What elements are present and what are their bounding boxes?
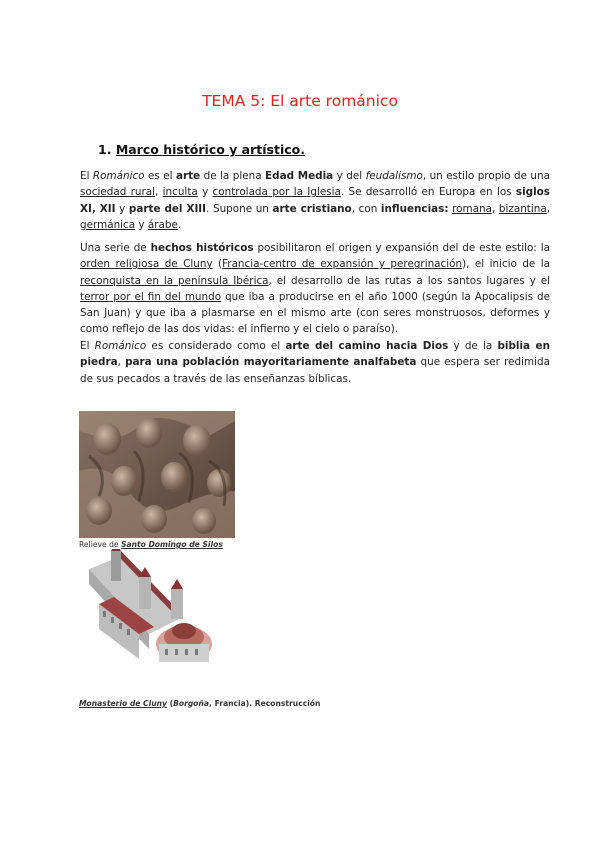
link-controlada[interactable]: controlada por la Iglesia bbox=[212, 186, 341, 199]
link-sociedad-rural[interactable]: sociedad rural bbox=[80, 186, 156, 199]
link-terror[interactable]: terror por el fin del mundo bbox=[80, 290, 222, 303]
relief-image bbox=[79, 411, 235, 538]
link-orden-cluny[interactable]: orden religiosa de Cluny bbox=[80, 258, 213, 271]
link-romana[interactable]: romana bbox=[452, 202, 492, 215]
link-santo-domingo[interactable]: Santo Domingo de Silos bbox=[120, 540, 223, 549]
page-title: TEMA 5: El arte románico bbox=[202, 92, 398, 110]
caption-monasterio: Monasterio de Cluny (Borgoña, Francia). Reconstrucción bbox=[79, 699, 321, 708]
link-germanica[interactable]: germánica bbox=[80, 218, 136, 231]
monastery-image bbox=[79, 549, 219, 684]
link-arabe[interactable]: árabe bbox=[147, 218, 178, 231]
link-reconquista[interactable]: reconquista en la península Ibérica bbox=[80, 274, 269, 287]
link-bizantina[interactable]: bizantina bbox=[498, 202, 547, 215]
section-heading bbox=[98, 142, 305, 157]
caption-relieve: Relieve de Santo Domingo de Silos bbox=[79, 540, 223, 549]
section-number: 1. bbox=[98, 142, 112, 157]
paragraph-2: Una serie de hechos históricos posibilitaron el origen y expansión del de este estilo: la orden religiosa de Cluny (Francia-centro de expansión y peregrinación), el inicio de la reconquista en la península Ibérica, el desarrollo de las rutas a los santos lugares y el terror por el fin del mundo que iba a producirse en el año 1000 (según la Apocalipsis de San Juan) y que iba a plasmarse en el mismo arte (con seres monstruosos, deformes y como reflejo de las dos vidas: el infierno y el cielo o paraíso). bbox=[80, 242, 551, 336]
paragraph-1: El Románico es el arte de la plena Edad Media y del feudalismo, un estilo propio de una sociedad rural, inculta y controlada por la Iglesia. Se desarrolló en Europa en los siglos XI, XII y parte del XIII. Supone un arte cristiano, con influencias: romana, bizantina, germánica y árabe. bbox=[80, 170, 551, 231]
section-title: Marco histórico y artístico. bbox=[115, 142, 305, 157]
paragraph-3: El Románico es considerado como el arte del camino hacia Dios y de la biblia en piedra, para una población mayoritariamente analfabeta que espera ser redimida de sus pecados a través de las enseñanzas bíblicas. bbox=[80, 340, 551, 385]
link-inculta[interactable]: inculta bbox=[162, 186, 198, 199]
link-monasterio-cluny[interactable]: Monasterio de Cluny bbox=[79, 699, 167, 708]
link-francia[interactable]: Francia-centro de expansión y peregrinación bbox=[222, 258, 463, 271]
